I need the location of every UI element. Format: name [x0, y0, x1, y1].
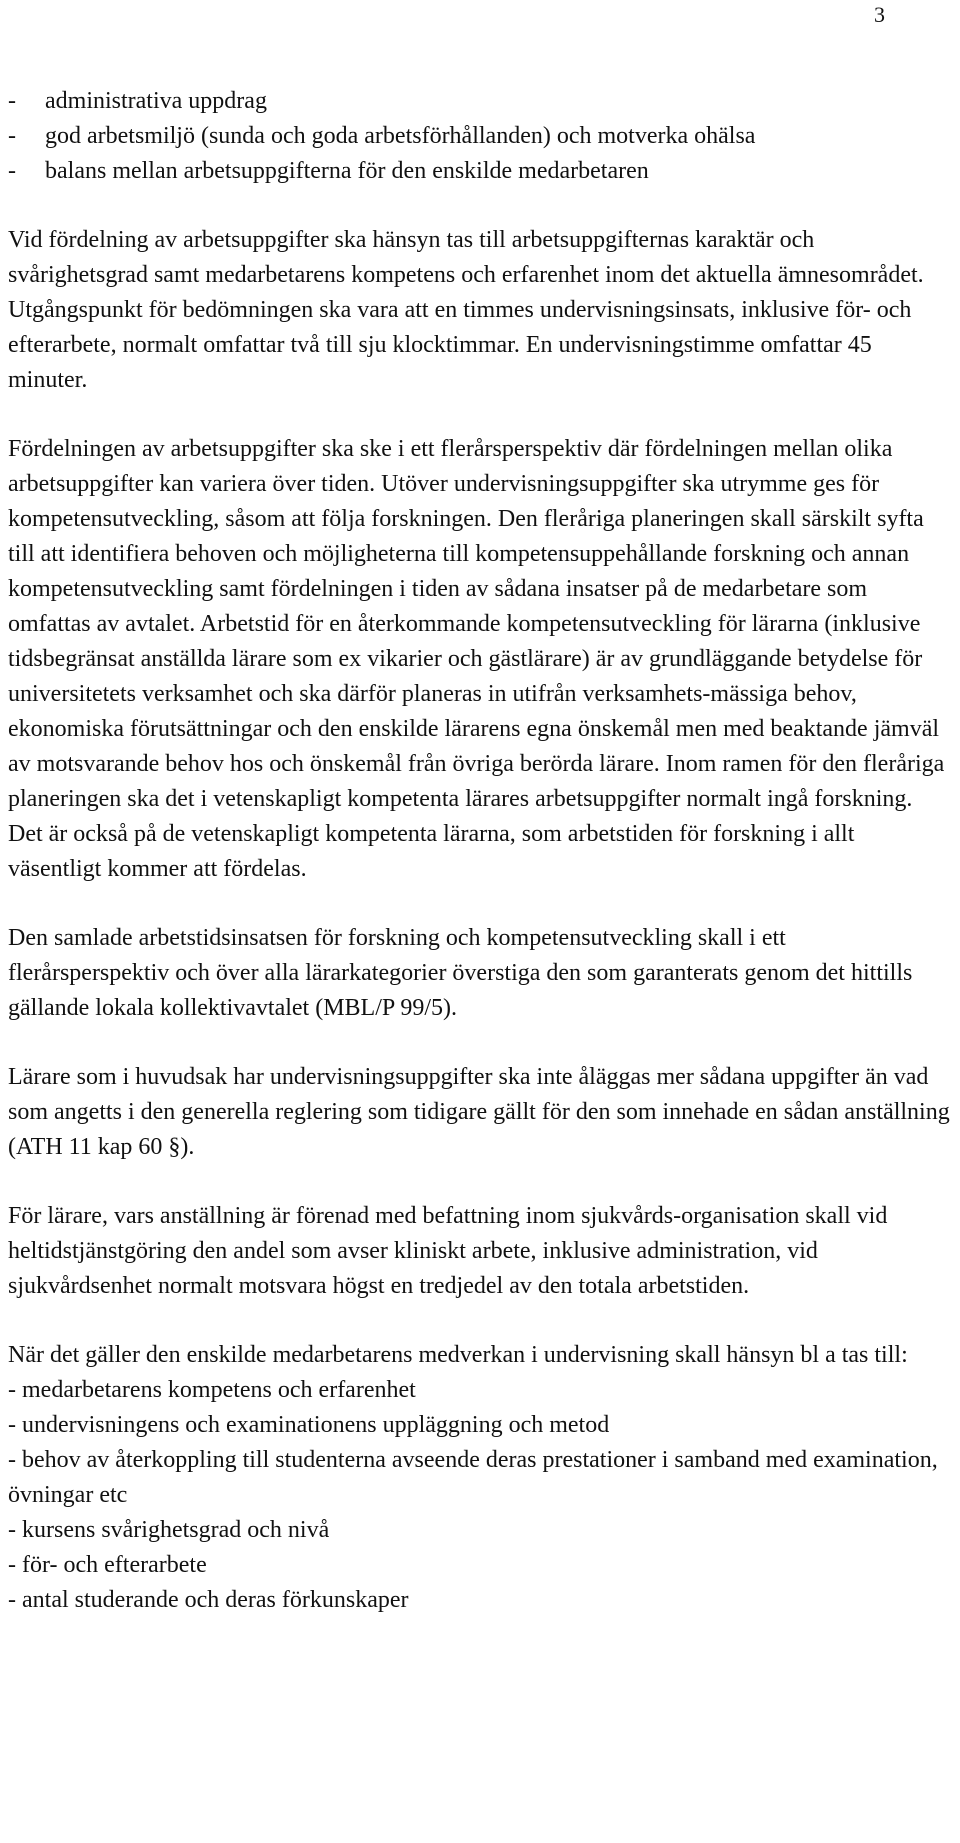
paragraph-research-time: Den samlade arbetstidsinsatsen för forskning och kompetensutveckling skall i ett flerårsperspektiv och över alla lärarkategorier överstiga den som garanterats genom det hittills gällande lokala kollektivavtalet (MBL/P 99/5). [8, 925, 913, 1021]
paragraph-task-distribution: Vid fördelning av arbetsuppgifter ska hänsyn tas till arbetsuppgifternas karaktär och svårighetsgrad samt medarbetarens kompetens och erfarenhet inom det aktuella ämnesområdet. Utgångspunkt för bedömningen ska vara att en timmes undervisningsinsats, inklusive för- och efterarbete, normalt omfattar två till sju klocktimmar. En undervisningstimme omfattar 45 minuter. [8, 227, 924, 393]
list-item: - medarbetarens kompetens och erfarenhet [8, 1377, 416, 1403]
paragraph-teaching-participation: När det gäller den enskilde medarbetarens medverkan i undervisning skall hänsyn bl a tas till: [8, 1342, 908, 1368]
list-item-text: administrativa uppdrag [45, 88, 267, 114]
list-item: - behov av återkoppling till studenterna avseende deras prestationer i samband med examination, övningar etc [8, 1447, 938, 1508]
list-item-text: god arbetsmiljö (sunda och goda arbetsförhållanden) och motverka ohälsa [45, 123, 756, 149]
list-item: - undervisningens och examinationens uppläggning och metod [8, 1412, 610, 1438]
page-number: 3 [874, 2, 885, 27]
list-item: - kursens svårighetsgrad och nivå [8, 1517, 330, 1543]
intro-list [8, 84, 953, 189]
list-item [8, 119, 953, 154]
paragraph-teaching-duties: Lärare som i huvudsak har undervisningsuppgifter ska inte åläggas mer sådana uppgifter än vad som angetts i den generella reglering som tidigare gällt för den som innehade en sådan anställning (ATH 11 kap 60 §). [8, 1064, 950, 1160]
list-dash: - [8, 158, 16, 184]
list-dash: - [8, 88, 16, 114]
list-item: - antal studerande och deras förkunskaper [8, 1587, 409, 1613]
paragraph-multiyear-perspective: Fördelningen av arbetsuppgifter ska ske i ett flerårsperspektiv där fördelningen mellan olika arbetsuppgifter kan variera över tiden. Utöver undervisningsuppgifter ska utrymme ges för kompetensutveckling, såsom att följa forskningen. Den fleråriga planeringen skall särskilt syfta till att identifiera behoven och möjligheterna till kompetensuppehållande forskning och annan kompetensutveckling samt fördelningen i tiden av sådana insatser på de medarbetare som omfattas av avtalet. Arbetstid för en återkommande kompetensutveckling för lärarna (inklusive tidsbegränsat anställda lärare som ex vikarier och gästlärare) är av grundläggande betydelse för universitetets verksamhet och ska därför planeras in utifrån verksamhets-mässiga behov, ekonomiska förutsättningar och den enskilde lärarens egna önskemål men med beaktande jämväl av motsvarande behov hos och önskemål från övriga berörda lärare. Inom ramen för den fleråriga planeringen ska det i vetenskapligt kompetenta lärares arbetsuppgifter normalt ingå forskning. Det är också på de vetenskapligt kompetenta lärarna, som arbetstiden för forskning i allt väsentligt kommer att fördelas. [8, 436, 945, 882]
teaching-factors-list [8, 1373, 953, 1618]
paragraph-clinical-work: För lärare, vars anställning är förenad med befattning inom sjukvårds-organisation skall vid heltidstjänstgöring den andel som avser kliniskt arbete, inklusive administration, vid sjukvårdsenhet normalt motsvara högst en tredjedel av den totala arbetstiden. [8, 1203, 888, 1299]
list-item [8, 154, 953, 189]
list-item [8, 84, 953, 119]
list-item: - för- och efterarbete [8, 1552, 207, 1578]
document-body [8, 84, 953, 1618]
list-item-text: balans mellan arbetsuppgifterna för den enskilde medarbetaren [45, 158, 649, 184]
list-dash: - [8, 123, 16, 149]
